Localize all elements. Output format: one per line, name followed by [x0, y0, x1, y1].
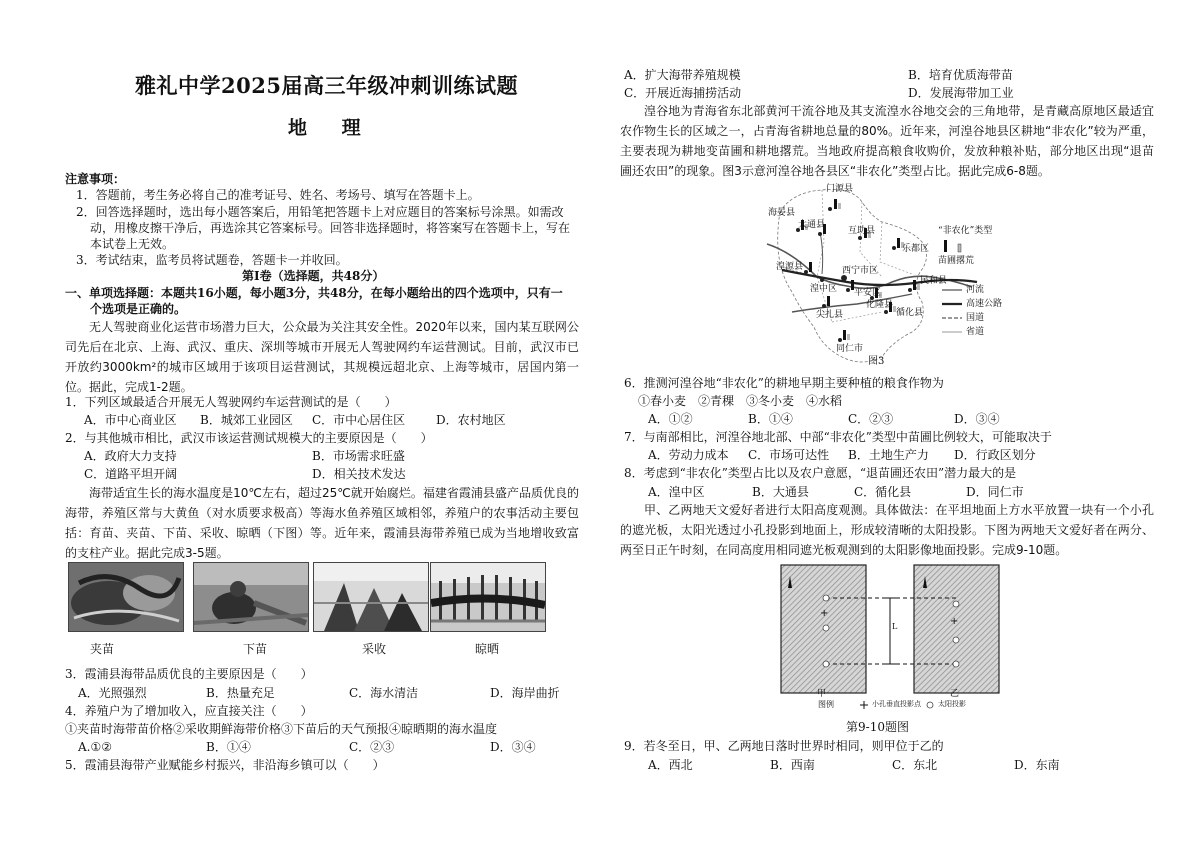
passage-huangshui: 湟谷地为青海省东北部黄河干流谷地及其支流湟水谷地交会的三角地带，是青藏高原地区最适宜农作物生长的区域之一，占青海省耕地总量的80%。近年来，河湟谷地县区耕地“非农化”较为严重，主要表现为耕地变苗圃和耕地撂荒。当地政府提高粮食收购价，发放种粮补贴，部分地区出现“退苗圃还农田”的现象。图3示意河湟谷地各县区“非农化”类型占比。据此完成6-8题。 — [620, 104, 1154, 178]
question-7-option-b: B．土地生产力 — [848, 448, 929, 462]
sun-projection-figure — [780, 564, 1006, 720]
figure-legend-sun: 太阳投影 — [938, 700, 966, 708]
question-3-option-c: C．海水清洁 — [349, 686, 419, 700]
question-8-option-b: B．大通县 — [752, 485, 809, 499]
photo-clamping-seedlings — [68, 562, 184, 632]
map-caption: 图3 — [868, 356, 885, 367]
question-8-option-a: A．湟中区 — [648, 485, 705, 499]
question-9-option-d: D．东南 — [1014, 758, 1060, 772]
map-legend-nursery: 苗圃 — [938, 256, 957, 266]
question-2-option-c: C．道路平坦开阔 — [84, 467, 178, 481]
question-9-option-a: A．西北 — [648, 758, 693, 772]
map-label-xunhua: 循化县 — [896, 308, 924, 318]
figure-910-caption: 第9-10题图 — [846, 720, 909, 734]
question-6-option-c: C．②③ — [848, 412, 894, 426]
question-4-option-a: A.①② — [78, 740, 112, 754]
question-4-option-d: D．③④ — [490, 740, 536, 754]
question-5-option-a: A．扩大海带养殖规模 — [624, 68, 741, 82]
map-legend-river: 河流 — [966, 285, 985, 295]
question-8-stem: 8．考虑到“非农化”类型占比以及农户意愿，“退苗圃还农田”潜力最大的是 — [624, 466, 1017, 480]
map-label-ledu: 乐都区 — [902, 244, 930, 254]
note-item: 2．回答选择题时，选出每小题答案后，用铅笔把答题卡上对应题目的答案标号涂黑。如需改 — [76, 205, 564, 219]
question-3-option-b: B．热量充足 — [206, 686, 275, 700]
map-legend-abandoned: 撂荒 — [956, 256, 975, 266]
question-2-option-d: D．相关技术发达 — [312, 467, 406, 481]
question-6-option-d: D．③④ — [954, 412, 1000, 426]
question-3-option-a: A．光照强烈 — [78, 686, 147, 700]
map-label-minhe: 民和县 — [920, 276, 948, 286]
question-7-option-a: A．劳动力成本 — [648, 448, 729, 462]
map-drawing — [762, 182, 1002, 372]
photo-caption-clamping: 夹苗 — [90, 642, 115, 656]
question-2-stem: 2．与其他城市相比，武汉市该运营测试规模大的主要原因是（ ） — [65, 431, 433, 445]
question-4-option-b: B．①④ — [206, 740, 251, 754]
question-5-option-b: B．培育优质海带苗 — [908, 68, 1013, 82]
question-1-option-a: A．市中心商业区 — [84, 413, 177, 427]
map-label-xining: 西宁市区 — [842, 266, 879, 276]
map-label-jianzha: 尖扎县 — [816, 310, 844, 320]
svg-text:+: + — [950, 616, 959, 627]
question-1-stem: 1．下列区域最适合开展无人驾驶网约车运营测试的是（ ） — [65, 395, 397, 409]
question-4-option-c: C．②③ — [349, 740, 395, 754]
map-label-tongren: 同仁市 — [836, 344, 864, 354]
distance-label-l: L — [892, 622, 898, 631]
section-instruction: 一、单项选择题：本题共16小题，每小题3分，共48分，在每小题给出的四个选项中，只有一 — [65, 286, 563, 300]
svg-text:+: + — [820, 608, 829, 619]
question-2-option-b: B．市场需求旺盛 — [312, 449, 405, 463]
map-label-huzhu: 互助县 — [848, 226, 876, 236]
question-4-items: ①夹苗时海带苗价格②采收期鲜海带价格③下苗后的天气预报④晾晒期的海水温度 — [65, 722, 498, 736]
note-item: 本试卷上无效。 — [90, 237, 175, 251]
figure-legend-label: 图例 — [818, 700, 834, 709]
site-label-yi: 乙 — [950, 689, 960, 699]
question-5-option-c: C．开展近海捕捞活动 — [624, 86, 742, 100]
photo-caption-harvest: 采收 — [362, 642, 387, 656]
question-5-option-d: D．发展海带加工业 — [908, 86, 1014, 100]
photo-drying — [430, 562, 546, 632]
map-label-hualong: 化隆县 — [866, 300, 894, 310]
map-label-menyuan: 门源县 — [826, 184, 854, 194]
question-1-option-c: C．市中心居住区 — [312, 413, 406, 427]
question-8-option-c: C．循化县 — [854, 485, 912, 499]
question-4-stem: 4．养殖户为了增加收入，应直接关注（ ） — [65, 704, 313, 718]
photo-caption-planting: 下苗 — [243, 642, 268, 656]
question-6-stem: 6．推测河湟谷地“非农化”的耕地早期主要种植的粮食作物为 — [624, 376, 944, 390]
map-label-datong: 大通县 — [798, 220, 826, 230]
question-6-option-a: A．①② — [648, 412, 693, 426]
section-heading: 第Ⅰ卷（选择题，共48分） — [242, 269, 385, 283]
sun-projection-drawing — [780, 564, 1006, 716]
huangshui-map — [762, 182, 1002, 376]
subject-title: 地 理 — [288, 117, 375, 139]
question-9-option-c: C．东北 — [892, 758, 938, 772]
map-legend-title: “非农化”类型 — [938, 226, 993, 236]
map-legend-highway: 高速公路 — [966, 299, 1003, 309]
question-1-option-d: D．农村地区 — [436, 413, 506, 427]
question-9-option-b: B．西南 — [770, 758, 815, 772]
note-item: 3．考试结束，监考员将试题卷，答题卡一并收回。 — [76, 253, 348, 267]
map-legend-national-road: 国道 — [966, 313, 985, 323]
question-7-option-c: C．市场可达性 — [748, 448, 830, 462]
photo-planting-seedlings — [193, 562, 309, 632]
site-label-jia: 甲 — [817, 689, 827, 699]
photo-harvesting — [313, 562, 429, 632]
question-7-stem: 7．与南部相比，河湟谷地北部、中部“非农化”类型中苗圃比例较大，可能取决于 — [624, 430, 1052, 444]
question-3-option-d: D．海岸曲折 — [490, 686, 560, 700]
question-3-stem: 3．霞浦县海带品质优良的主要原因是（ ） — [65, 667, 313, 681]
passage-driverless: 无人驾驶商业化运营市场潜力巨大，公众最为关注其安全性。2020年以来，国内某互联网公司先后在北京、上海、武汉、重庆、深圳等城市开展无人驾驶网约车运营测试。目前，武汉市已开放约3000km²的城市区域用于该项目运营测试，其规模远超北京、上海等城市，居国内第一位。据此，完成1-2题。 — [65, 320, 579, 394]
map-label-huangzhong: 湟中区 — [810, 284, 838, 294]
map-label-pingan: 平安区 — [854, 288, 882, 298]
exam-title: 雅礼中学2025届高三年级冲刺训练试题 — [135, 73, 518, 98]
photo-caption-drying: 晾晒 — [475, 642, 500, 656]
question-6-option-b: B．①④ — [748, 412, 793, 426]
notes-heading: 注意事项： — [65, 172, 126, 186]
map-label-haiyan: 海晏县 — [768, 208, 796, 218]
question-5-stem: 5．霞浦县海带产业赋能乡村振兴，非沿海乡镇可以（ ） — [65, 758, 385, 772]
question-1-option-b: B．城郊工业园区 — [200, 413, 293, 427]
figure-legend-pinhole: 小孔垂直投影点 — [872, 700, 921, 708]
question-2-option-a: A．政府大力支持 — [84, 449, 177, 463]
question-8-option-d: D．同仁市 — [966, 485, 1024, 499]
note-item: 动，用橡皮擦干净后，再选涂其它答案标号。回答非选择题时，将答案写在答题卡上，写在 — [90, 221, 571, 235]
note-item: 1．答题前，考生务必将自己的准考证号、姓名、考场号、填写在答题卡上。 — [76, 188, 480, 202]
passage-kelp: 海带适宜生长的海水温度是10℃左右，超过25℃就开始腐烂。福建省霞浦县盛产品质优良的海带，养殖区常与大黄鱼（对水质要求极高）等海水鱼养殖区域相邻，养殖户的农事活动主要包括：育苗、夹苗、下苗、采收、晾晒（下图）等。近年来，霞浦县海带养殖已成为当地增收致富的支柱产业。据此完成3-5题。 — [65, 486, 579, 560]
map-label-huangyuan: 湟源县 — [776, 262, 804, 272]
question-9-stem: 9．若冬至日，甲、乙两地日落时世界时相同，则甲位于乙的 — [624, 739, 944, 753]
passage-sun-projection: 甲、乙两地天文爱好者进行太阳高度观测。具体做法：在平坦地面上方水平放置一块有一个小孔的遮光板，太阳光透过小孔投影到地面上，形成较清晰的太阳投影。下图为两地天文爱好者在两分、两至日正午时刻，在同高度用相同遮光板观测到的太阳影像地面投影。完成9-10题。 — [620, 503, 1154, 557]
question-7-option-d: D．行政区划分 — [954, 448, 1036, 462]
section-instruction-cont: 个选项是正确的。 — [90, 302, 187, 316]
question-6-items: ①春小麦 ②青稞 ③冬小麦 ④水稻 — [638, 394, 843, 408]
map-legend-provincial-road: 省道 — [966, 327, 985, 337]
